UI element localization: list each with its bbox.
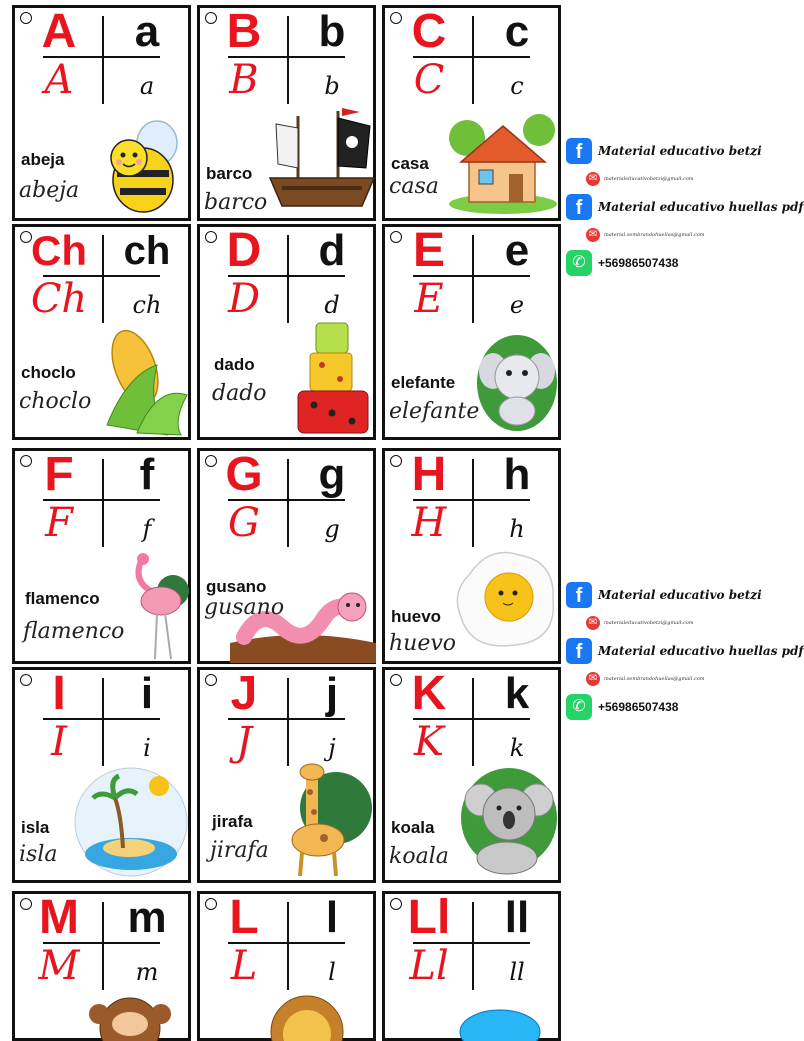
word-cursive: elefante xyxy=(389,399,480,424)
facebook-page-name[interactable]: Material educativo huellas pdf xyxy=(598,644,804,658)
letter-card-i xyxy=(12,667,191,883)
cursive-lowercase: i xyxy=(143,734,151,762)
word-print: koala xyxy=(391,818,435,837)
lowercase-letter: c xyxy=(504,7,530,56)
cursive-lowercase: k xyxy=(509,734,525,762)
letter-card-g xyxy=(197,448,376,664)
lowercase-letter: k xyxy=(504,669,530,718)
cursive-uppercase: A xyxy=(44,57,74,103)
cursive-lowercase: b xyxy=(324,72,340,100)
letter-card-e xyxy=(382,224,561,440)
cursive-uppercase: D xyxy=(227,276,261,322)
cursive-uppercase: I xyxy=(51,719,67,765)
cursive-uppercase: M xyxy=(38,943,80,989)
cursive-uppercase: H xyxy=(411,500,447,546)
cursive-lowercase: ch xyxy=(132,291,162,319)
koala-icon xyxy=(457,766,559,878)
lowercase-letter: g xyxy=(318,450,346,499)
word-print: gusano xyxy=(206,577,267,596)
letter-card-f xyxy=(12,448,191,664)
cursive-lowercase: m xyxy=(135,958,159,986)
lion-icon xyxy=(262,994,352,1034)
cursive-lowercase: ll xyxy=(509,958,525,986)
letter-card-ll xyxy=(382,891,561,1041)
mail-icon: ✉ xyxy=(586,616,600,630)
letter-card-c xyxy=(382,5,561,221)
lowercase-letter: m xyxy=(127,893,167,942)
word-cursive: casa xyxy=(389,174,439,199)
monkey-icon xyxy=(85,994,175,1034)
word-print: abeja xyxy=(21,150,65,169)
word-print: barco xyxy=(206,164,253,183)
island-icon xyxy=(71,764,189,880)
uppercase-letter: A xyxy=(41,5,77,58)
cursive-uppercase: C xyxy=(413,57,445,103)
word-print: jirafa xyxy=(212,812,253,831)
cursive-uppercase: K xyxy=(414,719,444,765)
uppercase-letter: Ll xyxy=(407,891,451,944)
word-cursive: isla xyxy=(19,842,58,867)
uppercase-letter: I xyxy=(52,667,66,720)
lowercase-letter: b xyxy=(318,7,346,56)
cursive-uppercase: L xyxy=(230,943,258,989)
uppercase-letter: L xyxy=(229,891,259,944)
whatsapp-number[interactable]: +56986507438 xyxy=(598,700,679,714)
letter-card-l xyxy=(197,891,376,1041)
email-address[interactable]: material.sembrandohuellas@gmail.com xyxy=(604,232,705,238)
whatsapp-icon[interactable]: ✆ xyxy=(566,694,592,720)
lowercase-letter: l xyxy=(325,893,339,942)
lowercase-letter: d xyxy=(318,226,346,275)
lowercase-letter: h xyxy=(503,450,531,499)
uppercase-letter: G xyxy=(225,448,263,501)
cursive-lowercase: f xyxy=(142,515,152,543)
cursive-uppercase: Ch xyxy=(30,276,88,322)
cursive-lowercase: h xyxy=(509,515,525,543)
uppercase-letter: B xyxy=(226,5,262,58)
uppercase-letter: M xyxy=(39,891,79,944)
word-print: elefante xyxy=(391,373,456,392)
cursive-lowercase: g xyxy=(324,515,340,543)
word-print: huevo xyxy=(391,607,442,626)
whatsapp-number[interactable]: +56986507438 xyxy=(598,256,679,270)
cursive-uppercase: E xyxy=(414,276,444,322)
cursive-uppercase: Ll xyxy=(409,943,449,989)
facebook-icon[interactable]: f xyxy=(566,138,592,164)
mail-icon: ✉ xyxy=(586,172,600,186)
word-print: dado xyxy=(214,355,255,374)
email-address[interactable]: materialeducativobetzi@gmail.com xyxy=(604,176,694,182)
uppercase-letter: D xyxy=(226,224,262,277)
cursive-uppercase: B xyxy=(229,57,259,103)
cursive-lowercase: c xyxy=(510,72,524,100)
word-cursive: barco xyxy=(204,190,268,215)
letter-card-ch xyxy=(12,224,191,440)
egg-icon xyxy=(449,545,559,653)
cursive-lowercase: j xyxy=(328,734,336,762)
lowercase-letter: f xyxy=(139,450,155,499)
corn-icon xyxy=(97,325,191,437)
facebook-icon[interactable]: f xyxy=(566,582,592,608)
uppercase-letter: Ch xyxy=(31,227,87,274)
uppercase-letter: F xyxy=(44,448,74,501)
letter-card-a xyxy=(12,5,191,221)
pirate-ship-icon xyxy=(268,106,376,218)
uppercase-letter: C xyxy=(411,5,447,58)
flamingo-icon xyxy=(127,551,191,663)
facebook-icon[interactable]: f xyxy=(566,638,592,664)
mail-icon: ✉ xyxy=(586,228,600,242)
uppercase-letter: K xyxy=(411,667,447,720)
bee-icon xyxy=(95,108,190,218)
lowercase-letter: j xyxy=(325,669,339,718)
letter-card-b xyxy=(197,5,376,221)
cursive-uppercase: J xyxy=(235,719,253,765)
cloud-icon xyxy=(455,1002,545,1034)
word-print: flamenco xyxy=(25,589,100,608)
cursive-lowercase: d xyxy=(324,291,340,319)
mail-icon: ✉ xyxy=(586,672,600,686)
word-print: choclo xyxy=(21,363,76,382)
uppercase-letter: H xyxy=(411,448,447,501)
elephant-icon xyxy=(475,331,559,433)
lowercase-letter: i xyxy=(140,669,154,718)
cursive-uppercase: F xyxy=(45,500,73,546)
whatsapp-icon[interactable]: ✆ xyxy=(566,250,592,276)
cursive-lowercase: a xyxy=(139,72,155,100)
lowercase-letter: ll xyxy=(504,893,530,942)
cursive-uppercase: G xyxy=(228,500,260,546)
facebook-page-name[interactable]: Material educativo huellas pdf xyxy=(598,200,804,214)
letter-card-m xyxy=(12,891,191,1041)
word-cursive: dado xyxy=(212,381,267,406)
facebook-page-name[interactable]: Material educativo betzi xyxy=(598,588,762,602)
word-cursive: flamenco xyxy=(23,619,125,644)
house-icon xyxy=(447,108,559,214)
uppercase-letter: J xyxy=(230,667,258,720)
giraffe-icon xyxy=(272,762,374,880)
email-address[interactable]: material.sembrandohuellas@gmail.com xyxy=(604,676,705,682)
lowercase-letter: ch xyxy=(123,229,171,273)
letter-card-j xyxy=(197,667,376,883)
dice-icon xyxy=(294,319,372,437)
letter-card-k xyxy=(382,667,561,883)
cursive-lowercase: l xyxy=(328,958,336,986)
facebook-page-name[interactable]: Material educativo betzi xyxy=(598,144,762,158)
lowercase-letter: e xyxy=(504,226,530,275)
word-print: casa xyxy=(391,154,429,173)
word-cursive: gusano xyxy=(204,595,285,620)
cursive-lowercase: e xyxy=(509,291,525,319)
letter-card-h xyxy=(382,448,561,664)
word-cursive: abeja xyxy=(19,178,80,203)
word-cursive: choclo xyxy=(19,389,92,414)
word-cursive: koala xyxy=(389,844,449,869)
word-cursive: huevo xyxy=(389,631,457,656)
uppercase-letter: E xyxy=(412,224,445,277)
email-address[interactable]: materialeducativobetzi@gmail.com xyxy=(604,620,694,626)
letter-card-d xyxy=(197,224,376,440)
lowercase-letter: a xyxy=(134,7,160,56)
word-cursive: jirafa xyxy=(210,838,269,863)
word-print: isla xyxy=(21,818,50,837)
facebook-icon[interactable]: f xyxy=(566,194,592,220)
